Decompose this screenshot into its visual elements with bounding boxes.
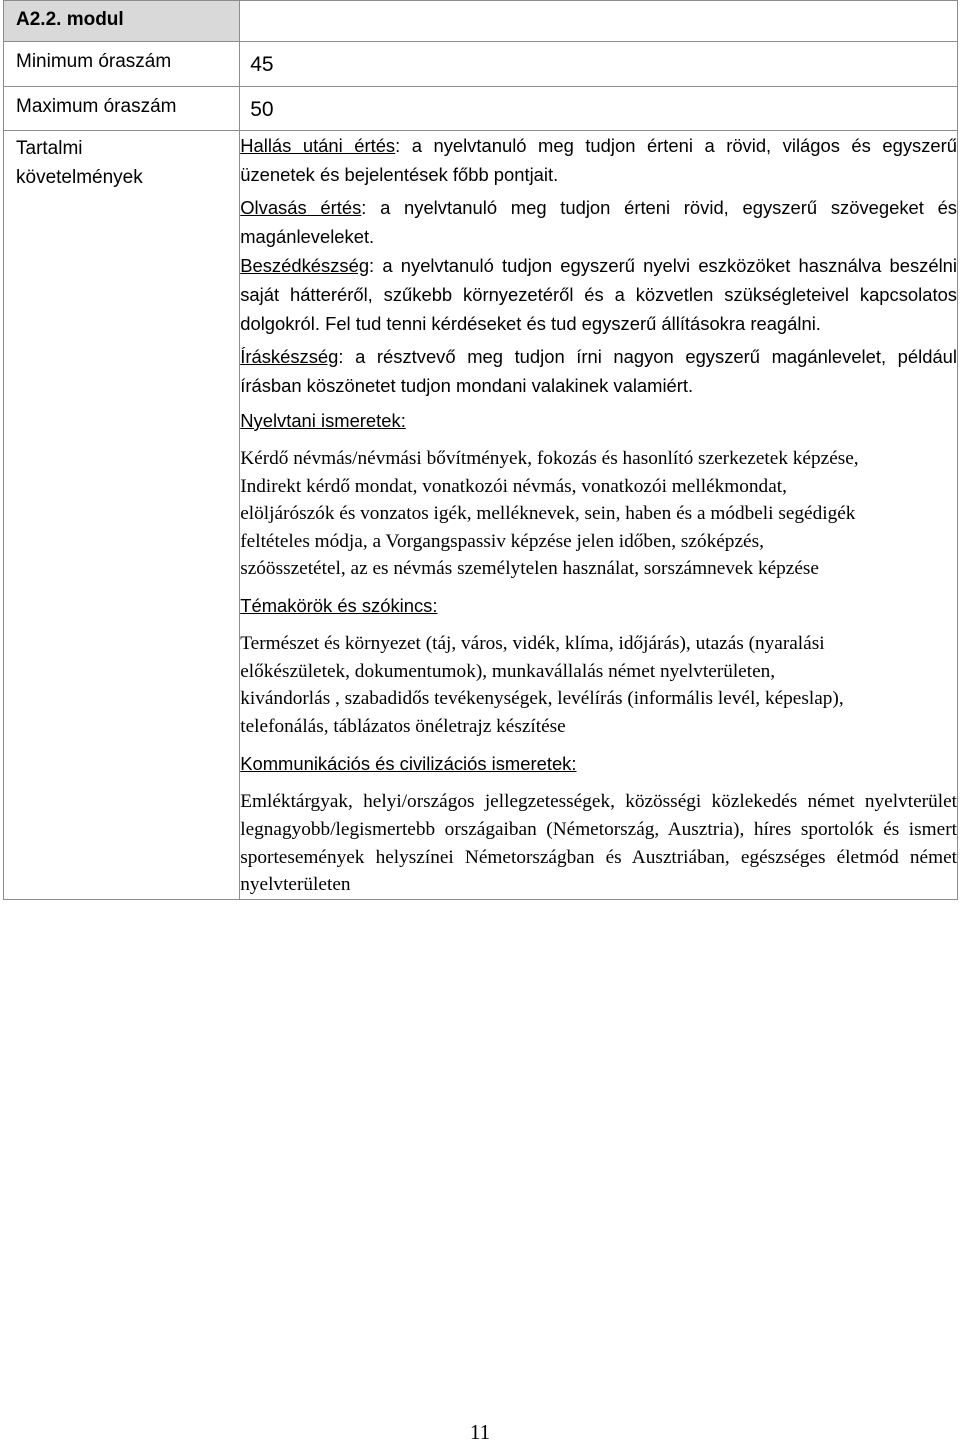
communication-heading: Kommunikációs és civilizációs ismeretek: (240, 753, 577, 775)
min-hours-value: 45 (250, 53, 274, 76)
title-row (4, 1, 958, 42)
grammar-line: szóösszetétel, az es névmás személytelen használat, sorszámnevek képzése (240, 558, 819, 580)
reading-paragraph (240, 193, 957, 251)
grammar-line: elöljárószók és vonzatos igék, melléknevek, sein, haben és a módbeli segédigék (240, 503, 856, 525)
writing-term: Íráskészség (240, 346, 339, 367)
writing-text: : a résztvevő meg tudjon írni nagyon egyszerű magánlevelet, például írásban köszönetet tudjon mondani valakinek valamiért. (240, 346, 957, 396)
content-label-line1: Tartalmi (16, 138, 83, 159)
min-hours-row (4, 42, 958, 87)
grammar-line: Kérdő névmás/névmási bővítmények, fokozás és hasonlító szerkezetek képzése, (240, 448, 859, 469)
speaking-term: Beszédkészség (240, 255, 370, 276)
content-label-line2: követelmények (16, 167, 143, 188)
module-title-empty-cell (240, 1, 958, 42)
topics-list (240, 630, 957, 740)
topics-line: telefonálás, táblázatos önéletrajz készítése (240, 715, 566, 737)
listening-paragraph (240, 131, 957, 189)
max-hours-value: 50 (250, 98, 274, 121)
reading-text: : a nyelvtanuló meg tudjon érteni rövid, egyszerű szövegeket és magánleveleket. (240, 197, 957, 247)
content-row (4, 131, 958, 900)
min-hours-label: Minimum óraszám (16, 51, 172, 72)
min-hours-value-cell (240, 42, 958, 87)
reading-term: Olvasás értés (240, 197, 362, 218)
content-cell (240, 131, 958, 900)
topics-line: előkészületek, dokumentumok), munkavállalás német nyelvterületen, (240, 660, 776, 682)
module-table (3, 0, 958, 900)
max-hours-value-cell (240, 87, 958, 131)
communication-text: Emléktárgyak, helyi/országos jellegzetességek, közösségi közlekedés német nyelvterület legnagyobb/legismertebb országaiban (Németország, Ausztria), híres sportolók és ismert sportesemények helyszínei Németországban és Ausztriában, egészséges életmód német nyelvterületen (240, 791, 957, 896)
topics-line: Természet és környezet (táj, város, vidék, klíma, időjárás), utazás (nyaralási (240, 632, 825, 654)
min-hours-label-cell (4, 42, 240, 87)
topics-line: kivándorlás , szabadidős tevékenységek, levélírás (informális levél, képeslap), (240, 688, 844, 710)
grammar-line: Indirekt kérdő mondat, vonatkozói névmás, vonatkozói mellékmondat, (240, 475, 787, 497)
max-hours-label-cell (4, 87, 240, 131)
content-label-cell (4, 131, 240, 900)
max-hours-row (4, 87, 958, 131)
content-label (4, 131, 239, 192)
speaking-paragraph (240, 251, 957, 338)
speaking-text: : a nyelvtanuló tudjon egyszerű nyelvi eszközöket használva beszélni saját hátteréről, szűkebb környezetéről és a közvetlen szükségleteivel kapcsolatos dolgokról. Fel tud tenni kérdéseket és tud egyszerű állításokra reagálni. (240, 255, 957, 334)
topics-heading: Témakörök és szókincs: (240, 594, 438, 616)
module-title-cell (4, 1, 240, 42)
grammar-line: feltételes módja, a Vorgangspassiv képzése jelen időben, szóképzés, (240, 530, 764, 552)
listening-text: : a nyelvtanuló meg tudjon érteni a rövid, világos és egyszerű üzenetek és bejelentések főbb pontjait. (240, 135, 957, 185)
grammar-heading: Nyelvtani ismeretek: (240, 410, 406, 431)
module-title: A2.2. modul (16, 9, 124, 30)
max-hours-label: Maximum óraszám (16, 96, 177, 117)
writing-paragraph (240, 342, 957, 400)
listening-term: Hallás utáni értés (240, 135, 396, 156)
page-number: 11 (469, 1420, 491, 1444)
grammar-list (240, 445, 957, 583)
